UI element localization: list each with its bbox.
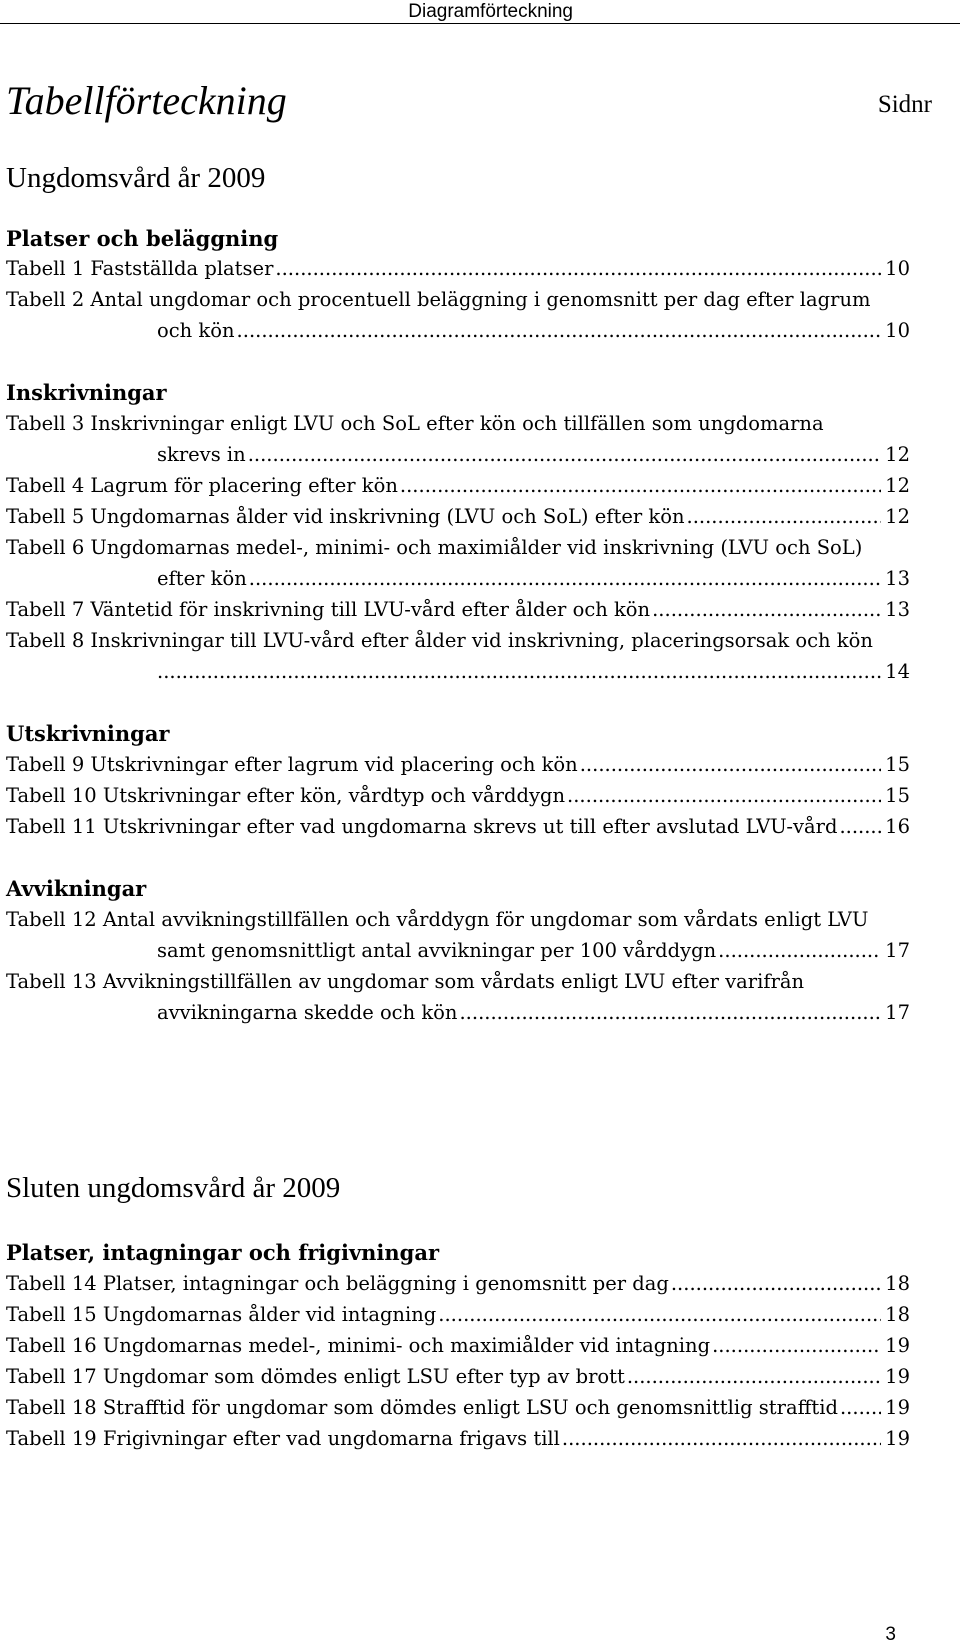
entry-label: Tabell 14 Platser, intagningar och beläggning i genomsnitt per dag	[6, 1272, 669, 1295]
entry-page: 17	[885, 939, 910, 962]
dot-leader	[718, 936, 881, 966]
toc-entry-tabell-10[interactable]	[6, 781, 910, 811]
entry-label: Tabell 19 Frigivningar efter vad ungdomarna frigavs till	[6, 1427, 560, 1450]
entry-page: 18	[885, 1303, 910, 1326]
dot-leader	[712, 1331, 881, 1361]
entry-page: 19	[885, 1427, 910, 1450]
page-column-label: Sidnr	[877, 91, 932, 118]
entry-page: 10	[885, 257, 910, 280]
entry-page: 12	[885, 474, 910, 497]
dot-leader	[567, 781, 881, 811]
entry-page: 13	[885, 598, 910, 621]
entry-page: 12	[885, 505, 910, 528]
entry-page: 18	[885, 1272, 910, 1295]
dot-leader	[627, 1362, 881, 1392]
entry-page: 19	[885, 1396, 910, 1419]
entry-label: Tabell 9 Utskrivningar efter lagrum vid placering och kön	[6, 753, 578, 776]
toc-title: Tabellförteckning	[6, 78, 287, 123]
toc-entry-tabell-11[interactable]	[6, 812, 910, 842]
entry-label: efter kön	[157, 567, 247, 590]
entry-page: 14	[885, 660, 910, 683]
entry-label: Tabell 16 Ungdomarnas medel-, minimi- och maximiålder vid intagning	[6, 1334, 711, 1357]
entry-page: 16	[885, 815, 910, 838]
toc-entry-tabell-4[interactable]	[6, 471, 910, 501]
running-header: Diagramförteckning	[0, 0, 960, 24]
dot-leader	[400, 471, 881, 501]
entry-page: 15	[885, 784, 910, 807]
entry-label: Tabell 5 Ungdomarnas ålder vid inskrivning (LVU och SoL) efter kön	[6, 505, 685, 528]
entry-label: Tabell 1 Fastställda platser	[6, 257, 274, 280]
entry-label: Tabell 18 Strafftid för ungdomar som dömdes enligt LSU och genomsnittlig strafftid	[6, 1396, 838, 1419]
entry-label: Tabell 15 Ungdomarnas ålder vid intagning	[6, 1303, 437, 1326]
entry-page: 12	[885, 443, 910, 466]
toc-entry-tabell-8[interactable]	[157, 657, 910, 687]
entry-label: Tabell 11 Utskrivningar efter vad ungdomarna skrevs ut till efter avslutad LVU-vård	[6, 815, 838, 838]
toc-entry-tabell-8-line1[interactable]: Tabell 8 Inskrivningar till LVU-vård efter ålder vid inskrivning, placeringsorsak och kön	[6, 629, 873, 652]
entry-label: skrevs in	[157, 443, 246, 466]
section-heading-platser-intagningar: Platser, intagningar och frigivningar	[6, 1240, 440, 1265]
section-heading-inskrivningar: Inskrivningar	[6, 380, 167, 405]
entry-label: Tabell 10 Utskrivningar efter kön, vårdtyp och vårddygn	[6, 784, 566, 807]
entry-page: 19	[885, 1334, 910, 1357]
dot-leader	[459, 998, 881, 1028]
dot-leader	[237, 316, 882, 346]
toc-entry-tabell-12-line1[interactable]: Tabell 12 Antal avvikningstillfällen och vårddygn för ungdomar som vårdats enligt LVU	[6, 908, 869, 931]
toc-entry-tabell-16[interactable]	[6, 1331, 910, 1361]
dot-leader	[580, 750, 881, 780]
dot-leader	[275, 254, 881, 284]
entry-label: samt genomsnittligt antal avvikningar per 100 vårddygn	[157, 939, 717, 962]
dot-leader	[839, 812, 881, 842]
entry-page: 17	[885, 1001, 910, 1024]
dot-leader	[248, 440, 881, 470]
toc-entry-tabell-3-line1[interactable]: Tabell 3 Inskrivningar enligt LVU och SoL efter kön och tillfällen som ungdomarna	[6, 412, 824, 435]
dot-leader	[562, 1424, 881, 1454]
entry-page: 13	[885, 567, 910, 590]
dot-leader	[687, 502, 882, 532]
page-number: 3	[885, 1624, 896, 1645]
part-title-sluten-ungdomsvard: Sluten ungdomsvård år 2009	[6, 1172, 341, 1204]
entry-label: Tabell 4 Lagrum för placering efter kön	[6, 474, 398, 497]
dot-leader	[157, 657, 881, 687]
section-heading-utskrivningar: Utskrivningar	[6, 721, 170, 746]
toc-entry-tabell-12[interactable]	[157, 936, 910, 966]
toc-entry-tabell-19[interactable]	[6, 1424, 910, 1454]
dot-leader	[652, 595, 881, 625]
dot-leader	[840, 1393, 881, 1423]
toc-entry-tabell-5[interactable]	[6, 502, 910, 532]
entry-label: avvikningarna skedde och kön	[157, 1001, 458, 1024]
entry-page: 10	[885, 319, 910, 342]
toc-entry-tabell-13-line1[interactable]: Tabell 13 Avvikningstillfällen av ungdomar som vårdats enligt LVU efter varifrån	[6, 970, 805, 993]
toc-entry-tabell-13[interactable]	[157, 998, 910, 1028]
entry-label: Tabell 7 Väntetid för inskrivning till LVU-vård efter ålder och kön	[6, 598, 651, 621]
entry-label: och kön	[157, 319, 235, 342]
toc-entry-tabell-7[interactable]	[6, 595, 910, 625]
toc-entry-tabell-15[interactable]	[6, 1300, 910, 1330]
entry-label: Tabell 17 Ungdomar som dömdes enligt LSU efter typ av brott	[6, 1365, 625, 1388]
toc-entry-tabell-18[interactable]	[6, 1393, 910, 1423]
toc-entry-tabell-6[interactable]	[157, 564, 910, 594]
toc-entry-tabell-2-line1[interactable]: Tabell 2 Antal ungdomar och procentuell beläggning i genomsnitt per dag efter lagrum	[6, 288, 871, 311]
part-title-ungdomsvard: Ungdomsvård år 2009	[6, 162, 266, 194]
toc-entry-tabell-17[interactable]	[6, 1362, 910, 1392]
toc-entry-tabell-6-line1[interactable]: Tabell 6 Ungdomarnas medel-, minimi- och maximiålder vid inskrivning (LVU och SoL)	[6, 536, 863, 559]
entry-page: 15	[885, 753, 910, 776]
dot-leader	[671, 1269, 881, 1299]
toc-entry-tabell-9[interactable]	[6, 750, 910, 780]
toc-entry-tabell-1[interactable]	[6, 254, 910, 284]
dot-leader	[249, 564, 881, 594]
section-heading-platser: Platser och beläggning	[6, 226, 279, 251]
section-heading-avvikningar: Avvikningar	[6, 876, 147, 901]
toc-entry-tabell-2[interactable]	[157, 316, 910, 346]
toc-entry-tabell-14[interactable]	[6, 1269, 910, 1299]
dot-leader	[438, 1300, 881, 1330]
toc-entry-tabell-3[interactable]	[157, 440, 910, 470]
entry-page: 19	[885, 1365, 910, 1388]
